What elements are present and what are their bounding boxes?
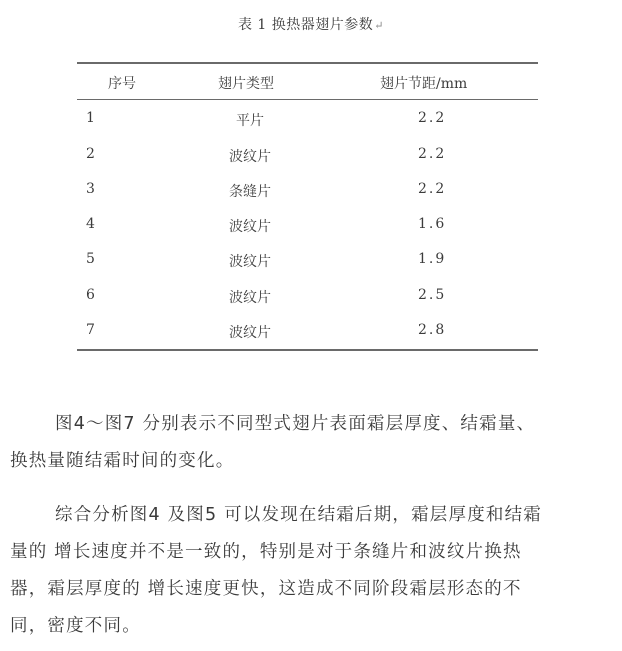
table-caption bbox=[0, 14, 622, 34]
header-fin-pitch: 翅片节距/mm bbox=[380, 76, 468, 92]
row-4-fin-pitch: 1.6 bbox=[418, 216, 447, 232]
paragraph-analysis bbox=[10, 497, 610, 645]
paragraph-2-line-3: 器，霜层厚度的 增长速度更快，这造成不同阶段霜层形态的不 bbox=[10, 579, 522, 599]
row-7-fin-type: 波纹片 bbox=[229, 325, 271, 341]
row-2-fin-type: 波纹片 bbox=[229, 149, 271, 165]
row-4-fin-type: 波纹片 bbox=[229, 219, 271, 235]
row-3-fin-pitch: 2.2 bbox=[418, 181, 447, 197]
table-caption-text: 表 1 换热器翅片参数 bbox=[237, 17, 374, 33]
row-5-fin-type: 波纹片 bbox=[229, 254, 271, 270]
paragraph-2-line-2: 量的 增长速度并不是一致的，特别是对于条缝片和波纹片换热 bbox=[10, 542, 522, 562]
row-6-fin-type: 波纹片 bbox=[229, 290, 271, 306]
table-top-rule bbox=[77, 62, 538, 64]
header-serial-number: 序号 bbox=[108, 76, 136, 92]
row-3-number: 3 bbox=[86, 181, 95, 197]
row-5-fin-pitch: 1.9 bbox=[418, 251, 447, 267]
row-3-fin-type: 条缝片 bbox=[229, 184, 271, 200]
row-6-number: 6 bbox=[86, 287, 95, 303]
table-header-rule bbox=[77, 99, 538, 100]
row-7-fin-pitch: 2.8 bbox=[418, 322, 447, 338]
paragraph-1-line-2: 换热量随结霜时间的变化。 bbox=[10, 451, 235, 471]
header-fin-type: 翅片类型 bbox=[218, 76, 274, 92]
paragraph-figures-description bbox=[10, 406, 610, 480]
paragraph-mark-icon: ↵ bbox=[374, 19, 385, 32]
row-1-fin-pitch: 2.2 bbox=[418, 110, 447, 126]
row-1-fin-type: 平片 bbox=[236, 113, 264, 129]
paragraph-2-line-4: 同，密度不同。 bbox=[10, 616, 141, 636]
row-1-number: 1 bbox=[86, 110, 95, 126]
paragraph-2-line-1: 综合分析图4 及图5 可以发现在结霜后期，霜层厚度和结霜 bbox=[55, 505, 542, 525]
row-2-number: 2 bbox=[86, 146, 95, 162]
row-5-number: 5 bbox=[86, 251, 95, 267]
row-4-number: 4 bbox=[86, 216, 95, 232]
row-2-fin-pitch: 2.2 bbox=[418, 146, 447, 162]
row-6-fin-pitch: 2.5 bbox=[418, 287, 447, 303]
row-7-number: 7 bbox=[86, 322, 95, 338]
table-bottom-rule bbox=[77, 349, 538, 351]
paragraph-1-line-1: 图4～图7 分别表示不同型式翅片表面霜层厚度、结霜量、 bbox=[55, 414, 536, 434]
